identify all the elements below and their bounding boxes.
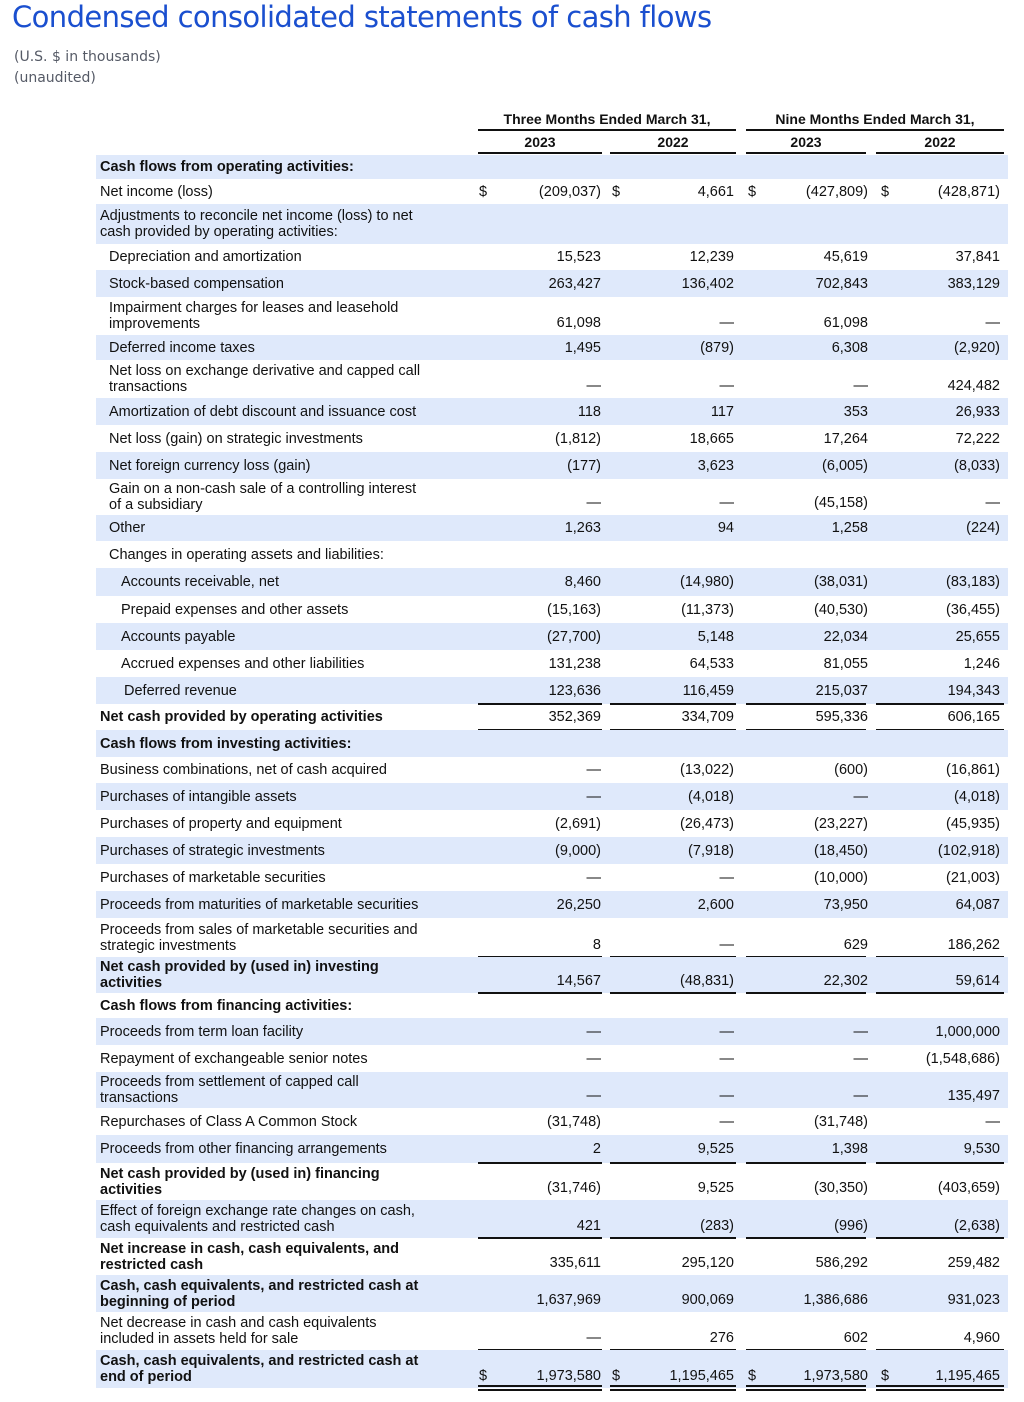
value-3m-2022: — [719,869,734,886]
value-3m-2023: (27,700) [546,628,601,645]
value-3m-2023: — [586,1023,601,1040]
value-9m-2023: (600) [834,762,868,778]
value-9m-2022: 4,960 [963,1330,1000,1346]
row-label-line: Impairment charges for leases and leasehold [109,300,399,316]
row-label-line: cash provided by operating activities: [100,224,338,240]
value-3m-2022: 9,525 [697,1141,734,1157]
row-label-line: improvements [109,316,201,332]
header-rule [746,129,1004,131]
header-rule [610,152,736,154]
row-label: Purchases of strategic investments [100,842,325,859]
value-3m-2022: 136,402 [681,275,734,292]
value-3m-2023: (15,163) [546,601,601,618]
value-9m-2022: 194,343 [947,682,1000,699]
value-9m-2022: 25,655 [955,628,1000,645]
value-3m-2022: 64,533 [689,655,734,672]
table-row [96,244,1008,270]
value-3m-2022: — [719,937,734,953]
table-row [96,677,1008,704]
value-9m-2022: 37,841 [955,249,1000,265]
value-3m-2022: — [719,495,734,511]
row-label: Prepaid expenses and other assets [121,601,349,618]
table-row [96,568,1008,596]
value-9m-2023: (427,809) [805,183,868,200]
row-label: Accrued expenses and other liabilities [121,655,365,672]
value-9m-2023: 629 [843,937,868,953]
value-9m-2022: 424,482 [947,378,1000,394]
value-3m-2023: (2,691) [555,815,601,832]
row-label-line: activities [100,975,163,991]
value-9m-2022: 135,497 [947,1088,1000,1104]
column-group-three-months: Three Months Ended March 31, [503,111,711,127]
column-year-3m-2023: 2023 [524,134,556,150]
value-3m-2022: 5,148 [697,628,734,645]
value-3m-2023: 421 [576,1218,601,1234]
value-3m-2023: (31,748) [546,1113,601,1130]
value-3m-2023: 15,523 [556,249,601,265]
value-9m-2023: 602 [843,1330,868,1346]
value-9m-2023: 1,398 [831,1141,868,1157]
value-3m-2022: 18,665 [689,430,734,447]
header-rule [746,152,866,154]
value-9m-2022: 931,023 [947,1292,1000,1308]
value-9m-2022: (428,871) [937,183,1000,200]
currency-symbol: $ [479,1368,488,1384]
page-title: Condensed consolidated statements of cash flows [12,0,712,34]
value-9m-2023: 17,264 [823,430,868,447]
row-label-line: Net increase in cash, cash equivalents, and [100,1240,399,1257]
value-9m-2022: (16,861) [945,762,1000,778]
value-3m-2023: (177) [567,457,601,474]
row-label-line: restricted cash [100,1256,204,1273]
row-label-line: Net loss on exchange derivative and capped call [109,363,421,379]
column-group-nine-months: Nine Months Ended March 31, [775,111,975,127]
currency-symbol: $ [748,183,757,200]
value-3m-2022: — [719,315,734,331]
value-9m-2022: 64,087 [955,896,1000,913]
row-label [100,208,413,240]
table-row [96,1072,1008,1108]
units-note: (U.S. $ in thousands) [14,49,161,65]
currency-symbol: $ [881,183,890,200]
table-row [96,1163,1008,1200]
value-3m-2022: 116,459 [682,682,734,699]
row-label-line: end of period [100,1369,192,1385]
value-3m-2023: — [586,378,601,394]
value-9m-2023: (6,005) [822,457,868,474]
value-3m-2023: — [586,1050,601,1067]
row-label: Stock-based compensation [109,275,284,292]
row-label-line: included in assets held for sale [100,1331,299,1347]
value-3m-2022: (26,473) [679,815,734,832]
row-label-line: beginning of period [100,1293,236,1310]
value-3m-2023: — [586,869,601,886]
value-3m-2022: (48,831) [679,973,734,989]
value-9m-2023: 22,302 [823,973,868,989]
total-double-rule [478,1385,602,1391]
row-label [100,1203,415,1235]
row-label: Deferred revenue [124,682,237,699]
table-row [96,179,1008,204]
row-label: Purchases of intangible assets [100,788,297,805]
table-row [96,918,1008,957]
table-row [96,650,1008,677]
value-3m-2023: (9,000) [555,842,601,859]
value-9m-2022: (2,920) [954,339,1000,356]
value-9m-2023: 586,292 [815,1255,868,1271]
value-9m-2022: (403,659) [937,1180,1000,1196]
value-9m-2022: 186,262 [947,937,1000,953]
row-label-line: Net decrease in cash and cash equivalents [100,1315,377,1331]
table-row [96,1238,1008,1275]
table-row [96,360,1008,398]
currency-symbol: $ [479,183,488,200]
total-double-rule [876,1385,1004,1391]
row-label-line: Net cash provided by (used in) investing [100,959,379,975]
value-3m-2022: (7,918) [688,842,734,859]
table-row [96,515,1008,541]
row-label: Cash flows from operating activities: [100,159,354,175]
value-9m-2022: 26,933 [955,403,1000,420]
row-label-line: transactions [109,379,188,395]
value-3m-2022: — [719,1023,734,1040]
row-label: Deferred income taxes [109,339,255,356]
table-row [96,425,1008,452]
value-3m-2022: 9,525 [697,1180,734,1196]
row-label: Changes in operating assets and liabilities: [109,546,384,563]
row-label-line: Net cash provided by (used in) financing [100,1165,380,1182]
value-3m-2023: (1,812) [555,430,601,447]
column-year-9m-2023: 2023 [790,134,822,150]
row-label: Net loss (gain) on strategic investments [109,430,363,447]
table-row [96,541,1008,568]
currency-symbol: $ [612,1368,621,1384]
value-9m-2023: (45,158) [813,495,868,511]
value-3m-2022: — [719,1050,734,1067]
table-row [96,1135,1008,1163]
row-label: Net foreign currency loss (gain) [109,457,311,474]
value-9m-2022: (1,548,686) [925,1050,1000,1067]
value-3m-2023: — [586,788,601,805]
value-3m-2023: 8,460 [564,574,601,590]
value-9m-2022: — [985,495,1000,511]
value-9m-2022: (224) [966,520,1000,536]
row-label-line: Adjustments to reconcile net income (loss) to net [100,208,413,224]
table-row [96,891,1008,918]
column-year-3m-2022: 2022 [657,134,689,150]
table-row [96,297,1008,335]
row-label [100,1278,418,1310]
value-3m-2022: 4,661 [697,183,734,200]
row-label-line: Effect of foreign exchange rate changes on cash, [100,1203,415,1219]
table-row [96,864,1008,891]
table-row [96,1200,1008,1238]
value-9m-2023: (38,031) [813,574,868,590]
value-3m-2022: (283) [700,1218,734,1234]
value-9m-2023: (31,748) [813,1113,868,1130]
row-label [100,922,418,954]
table-row [96,204,1008,244]
header-rule [478,129,736,131]
value-9m-2022: 72,222 [955,430,1000,447]
value-3m-2023: 131,238 [548,655,601,672]
table-row [96,957,1008,993]
row-label-line: Gain on a non-cash sale of a controlling interest [109,481,417,497]
row-label-line: of a subsidiary [109,497,203,513]
value-9m-2022: (21,003) [945,869,1000,886]
value-9m-2022: 1,195,465 [935,1368,1000,1384]
value-3m-2022: (14,980) [679,574,734,590]
row-label-line: transactions [100,1090,179,1106]
total-double-rule [610,1385,736,1391]
row-label: Repurchases of Class A Common Stock [100,1113,358,1130]
row-label: Proceeds from term loan facility [100,1023,304,1040]
currency-symbol: $ [748,1368,757,1384]
value-3m-2022: — [719,378,734,394]
value-3m-2023: — [586,762,601,778]
table-row [96,335,1008,360]
value-9m-2023: 215,037 [815,682,868,699]
cash-flow-table [96,155,1008,1388]
value-9m-2022: — [985,1113,1000,1130]
row-label [100,1166,380,1198]
value-9m-2022: 259,482 [947,1255,1000,1271]
table-row [96,1312,1008,1350]
value-9m-2023: 702,843 [815,275,868,292]
value-3m-2022: 117 [710,403,734,420]
value-9m-2023: — [853,1050,868,1067]
row-label: Repayment of exchangeable senior notes [100,1050,368,1067]
value-3m-2023: — [586,1088,601,1104]
value-9m-2022: 1,246 [963,655,1000,672]
value-9m-2023: 73,950 [823,896,868,913]
value-3m-2022: 94 [717,520,734,536]
row-label: Accounts payable [121,628,236,645]
value-3m-2023: 263,427 [548,275,601,292]
table-row [96,270,1008,297]
row-label-line: activities [100,1181,163,1198]
row-label [100,1241,399,1273]
column-year-9m-2022: 2022 [924,134,956,150]
table-row [96,704,1008,730]
value-3m-2023: — [586,495,601,511]
value-9m-2023: (40,530) [813,601,868,618]
value-9m-2023: 1,973,580 [803,1368,868,1384]
table-row [96,623,1008,650]
row-label: Accounts receivable, net [121,574,279,590]
row-label: Amortization of debt discount and issuance cost [109,403,417,420]
table-row [96,837,1008,864]
value-9m-2022: 59,614 [955,973,1000,989]
header-rule [478,152,602,154]
value-3m-2023: 2 [592,1141,601,1157]
value-3m-2023: 335,611 [549,1255,601,1271]
header-rule [876,152,1004,154]
value-9m-2022: — [985,315,1000,331]
currency-symbol: $ [612,183,621,200]
value-9m-2022: (36,455) [945,601,1000,618]
table-row [96,810,1008,837]
value-3m-2023: 14,567 [556,973,601,989]
value-3m-2023: 1,637,969 [536,1292,601,1308]
value-3m-2022: — [719,1088,734,1104]
value-3m-2023: 8 [592,937,601,953]
row-label-line: Cash, cash equivalents, and restricted cash at [100,1277,419,1294]
value-3m-2022: (13,022) [679,762,734,778]
value-3m-2023: 1,973,580 [536,1368,601,1384]
table-row [96,730,1008,757]
value-9m-2023: 6,308 [831,339,868,356]
row-label-line: Proceeds from sales of marketable securities and [100,921,418,938]
row-label: Cash flows from financing activities: [100,997,353,1014]
value-3m-2023: 123,636 [548,682,601,699]
row-label [100,1353,418,1385]
value-3m-2022: 334,709 [681,709,734,725]
value-9m-2023: 1,386,686 [803,1292,868,1308]
value-3m-2023: 26,250 [556,896,601,913]
table-row [96,155,1008,179]
value-9m-2023: — [853,378,868,394]
value-9m-2023: — [853,1023,868,1040]
table-row [96,479,1008,515]
value-9m-2022: (8,033) [954,457,1000,474]
value-9m-2023: 595,336 [815,709,868,725]
value-3m-2023: 61,098 [556,315,601,331]
table-row [96,1045,1008,1072]
row-label: Other [109,520,146,536]
value-3m-2022: 1,195,465 [669,1368,734,1384]
row-label [109,300,398,332]
value-3m-2023: (209,037) [538,183,601,200]
table-row [96,398,1008,425]
value-3m-2022: 3,623 [697,457,734,474]
currency-symbol: $ [881,1368,890,1384]
row-label: Proceeds from maturities of marketable securities [100,896,419,913]
value-9m-2023: 353 [843,403,868,420]
value-3m-2022: 295,120 [681,1255,734,1271]
row-label [100,1315,376,1347]
row-label-line: strategic investments [100,937,237,954]
row-label: Proceeds from other financing arrangements [100,1141,387,1157]
value-9m-2023: — [853,1088,868,1104]
value-3m-2023: — [586,1330,601,1346]
table-row [96,757,1008,783]
row-label [109,481,416,513]
value-3m-2022: (4,018) [688,788,734,805]
value-3m-2023: 1,263 [564,520,601,536]
row-label-line: Proceeds from settlement of capped call [100,1074,359,1090]
value-9m-2022: (2,638) [954,1218,1000,1234]
row-label: Business combinations, net of cash acquired [100,762,387,778]
value-9m-2023: 1,258 [831,520,868,536]
value-9m-2022: 606,165 [947,709,1000,725]
value-9m-2022: (45,935) [945,815,1000,832]
row-label: Cash flows from investing activities: [100,735,352,752]
value-3m-2023: (31,746) [546,1180,601,1196]
value-9m-2023: (996) [834,1218,868,1234]
table-row [96,783,1008,810]
row-label: Net cash provided by operating activities [100,709,383,725]
value-3m-2022: (11,373) [681,601,734,618]
row-label-line: Cash, cash equivalents, and restricted cash at [100,1353,419,1369]
value-9m-2023: 22,034 [823,628,868,645]
value-9m-2023: 61,098 [823,315,868,331]
row-label [109,363,420,395]
total-double-rule [746,1385,866,1391]
value-9m-2023: 45,619 [823,249,868,265]
row-label: Purchases of marketable securities [100,869,326,886]
value-9m-2022: 9,530 [963,1141,1000,1157]
value-3m-2022: 276 [709,1330,734,1346]
value-9m-2023: (10,000) [813,869,868,886]
row-label [100,959,379,991]
table-row [96,452,1008,479]
value-3m-2022: 2,600 [697,896,734,913]
value-3m-2023: 352,369 [548,709,601,725]
value-3m-2022: 12,239 [689,249,734,265]
value-9m-2023: — [853,788,868,805]
table-row [96,596,1008,623]
row-label [100,1074,359,1106]
table-row [96,993,1008,1018]
row-label-line: cash equivalents and restricted cash [100,1219,335,1235]
row-label: Net income (loss) [100,183,213,200]
value-9m-2022: (83,183) [945,574,1000,590]
value-3m-2023: 118 [577,403,601,420]
value-9m-2023: (30,350) [813,1180,868,1196]
value-9m-2023: (23,227) [813,815,868,832]
value-9m-2022: 1,000,000 [935,1023,1000,1040]
value-9m-2023: 81,055 [823,655,868,672]
row-label: Depreciation and amortization [109,249,302,265]
table-row [96,1108,1008,1135]
value-3m-2022: 900,069 [681,1292,734,1308]
value-3m-2023: 1,495 [564,339,601,356]
value-9m-2022: (4,018) [954,788,1000,805]
value-3m-2022: — [719,1113,734,1130]
audit-note: (unaudited) [14,70,96,86]
value-9m-2023: (18,450) [813,842,868,859]
row-label: Purchases of property and equipment [100,815,342,832]
value-3m-2022: (879) [700,339,734,356]
table-row [96,1275,1008,1312]
table-row [96,1350,1008,1388]
value-9m-2022: 383,129 [947,275,1000,292]
value-9m-2022: (102,918) [937,842,1000,859]
table-row [96,1018,1008,1045]
